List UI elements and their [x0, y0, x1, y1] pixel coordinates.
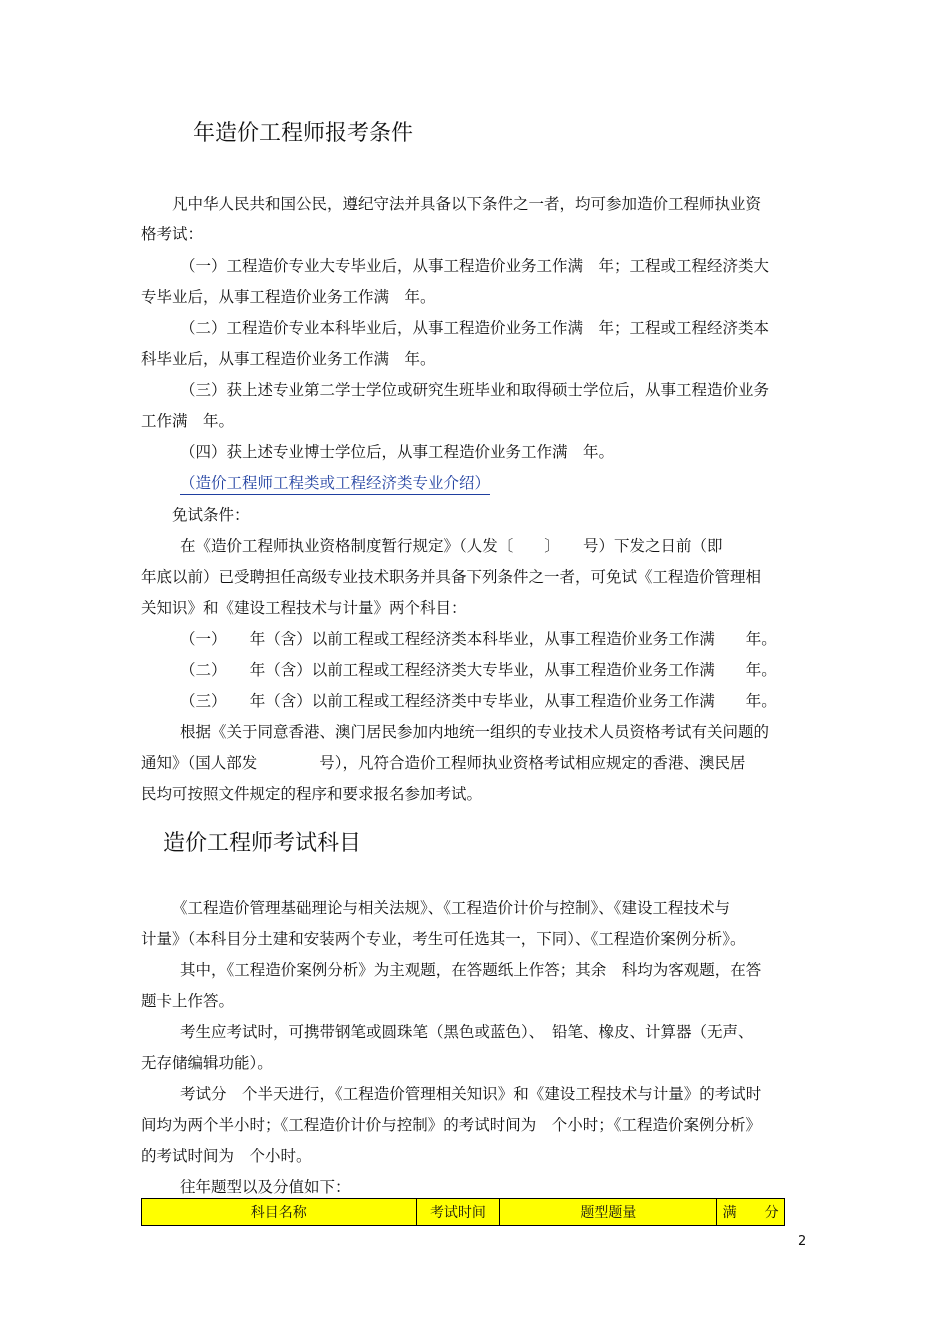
paragraph-line: 《工程造价管理基础理论与相关法规》、《工程造价计价与控制》、《建设工程技术与: [172, 899, 731, 917]
paragraph-line: （三） 年（含）以前工程或工程经济类中专毕业，从事工程造价业务工作满 年。: [180, 692, 777, 710]
paragraph-line: 年底以前）已受聘担任高级专业技术职务并具备下列条件之一者，可免试《工程造价管理相: [141, 568, 762, 586]
paragraph-line: （三）获上述专业第二学士学位或研究生班毕业和取得硕士学位后，从事工程造价业务: [180, 381, 770, 399]
section-title-exam-subjects: 造价工程师考试科目: [163, 831, 362, 856]
paragraph-line: 专毕业后，从事工程造价业务工作满 年。: [141, 288, 436, 306]
exempt-heading: 免试条件：: [172, 506, 250, 524]
major-intro-link-row: [180, 473, 490, 493]
table-header-cell: 科目名称: [142, 1199, 417, 1226]
paragraph-line: 考生应考试时，可携带钢笔或圆珠笔（黑色或蓝色）、 铅笔、橡皮、计算器（无声、: [180, 1023, 754, 1041]
paragraph-line: 关知识》和《建设工程技术与计量》两个科目：: [141, 599, 467, 617]
paragraph-line: 计量》（本科目分土建和安装两个专业，考生可任选其一，下同）、《工程造价案例分析》。: [141, 930, 746, 948]
paragraph-line: 在《造价工程师执业资格制度暂行规定》（人发〔 〕 号）下发之日前（即: [180, 537, 723, 555]
paragraph-line: 考试分 个半天进行，《工程造价管理相关知识》和《建设工程技术与计量》的考试时: [180, 1085, 762, 1103]
paragraph-line: 题卡上作答。: [141, 992, 235, 1010]
major-intro-link[interactable]: （造价工程师工程类或工程经济类专业介绍）: [180, 474, 490, 495]
paragraph-line: （一）工程造价专业大专毕业后，从事工程造价业务工作满 年；工程或工程经济类大: [180, 257, 770, 275]
section-title-exam-conditions: 年造价工程师报考条件: [193, 121, 414, 146]
paragraph-line: 通知》（国人部发 号），凡符合造价工程师执业资格考试相应规定的香港、澳民居: [141, 754, 746, 772]
paragraph-line: （四）获上述专业博士学位后，从事工程造价业务工作满 年。: [180, 443, 615, 461]
table-header-cell: 满 分: [717, 1199, 785, 1226]
page-number: 2: [798, 1234, 807, 1249]
paragraph-line: 的考试时间为 个小时。: [141, 1147, 312, 1165]
paragraph-line: （二） 年（含）以前工程或工程经济类大专毕业，从事工程造价业务工作满 年。: [180, 661, 777, 679]
paragraph-line: 工作满 年。: [141, 412, 235, 430]
paragraph-line: 往年题型以及分值如下：: [180, 1178, 351, 1196]
paragraph-line: 凡中华人民共和国公民，遵纪守法并具备以下条件之一者，均可参加造价工程师执业资: [172, 195, 762, 213]
paragraph-line: 民均可按照文件规定的程序和要求报名参加考试。: [141, 785, 483, 803]
table-header-cell: 题型题量: [500, 1199, 717, 1226]
score-table: [141, 1198, 785, 1226]
paragraph-line: 间均为两个半小时；《工程造价计价与控制》的考试时间为 个小时；《工程造价案例分析》: [141, 1116, 762, 1134]
paragraph-line: 无存储编辑功能）。: [141, 1054, 273, 1072]
paragraph-line: 格考试：: [141, 225, 204, 243]
table-header-cell: 考试时间: [416, 1199, 500, 1226]
paragraph-line: 根据《关于同意香港、澳门居民参加内地统一组织的专业技术人员资格考试有关问题的: [180, 723, 770, 741]
paragraph-line: 其中，《工程造价案例分析》为主观题，在答题纸上作答；其余 科均为客观题，在答: [180, 961, 762, 979]
paragraph-line: （一） 年（含）以前工程或工程经济类本科毕业，从事工程造价业务工作满 年。: [180, 630, 777, 648]
paragraph-line: 科毕业后，从事工程造价业务工作满 年。: [141, 350, 436, 368]
table-header-row: [142, 1199, 785, 1226]
paragraph-line: （二）工程造价专业本科毕业后，从事工程造价业务工作满 年；工程或工程经济类本: [180, 319, 770, 337]
